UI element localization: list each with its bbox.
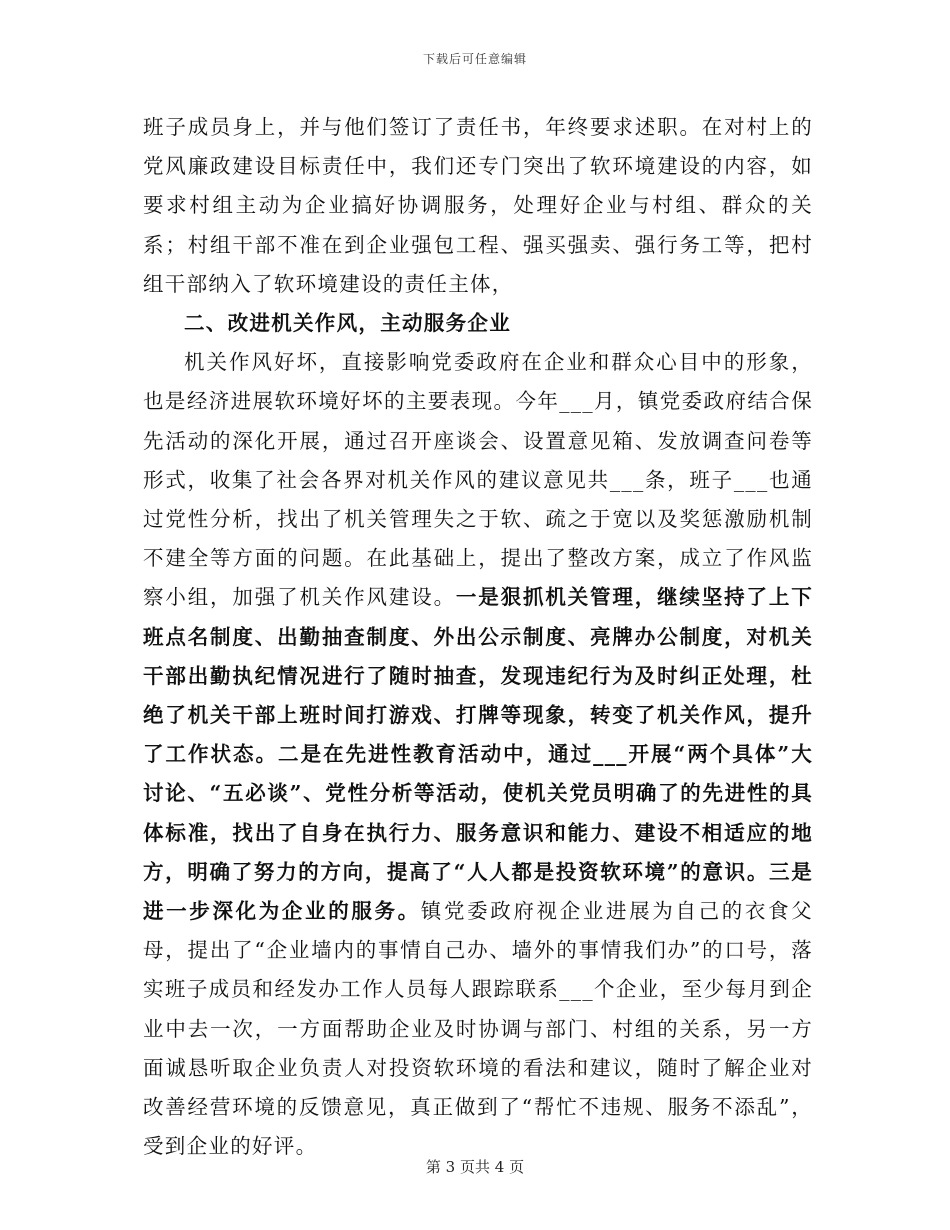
paragraph-2 [143,343,813,1166]
page-footer: 第 3 页共 4 页 [425,1158,525,1176]
paragraph-2-bold-text: 一是狠抓机关管理，继续坚持了上下班点名制度、出勤抽查制度、外出公示制度、亮牌办公制度，对机关干部出勤执纪情况进行了随时抽查，发现违纪行为及时纠正处理，杜绝了机关干部上班时间打游戏、打牌等现象，转变了机关作风，提升了工作状态。二是在先进性教育活动中，通过___开展“两个具体”大讨论、“五必谈”、党性分析等活动，使机关党员明确了的先进性的具体标准，找出了自身在执行力、服务意识和能力、建设不相适应的地方，明确了努力的方向，提高了“人人都是投资软环境”的意识。三是进一步深化为企业的服务。 [143,585,813,924]
paragraph-1: 班子成员身上，并与他们签订了责任书，年终要求述职。在对村上的党风廉政建设目标责任中，我们还专门突出了软环境建设的内容，如要求村组主动为企业搞好协调服务，处理好企业与村组、群众的关系；村组干部不准在到企业强包工程、强买强卖、强行务工等，把村组干部纳入了软环境建设的责任主体， [143,115,813,296]
document-body [143,108,813,1166]
section-heading: 二、改进机关作风，主动服务企业 [184,311,511,336]
paragraph-2-tail-text: 镇党委政府视企业进展为自己的衣食父母，提出了“企业墙内的事情自己办、墙外的事情我们办”的口号，落实班子成员和经发办工作人员每人跟踪联系___个企业，至少每月到企业中去一次，一方面帮助企业及时协调与部门、村组的关系，另一方面诚恳听取企业负责人对投资软环境的看法和建议，随时了解企业对改善经营环境的反馈意见，真正做到了“帮忙不违规、服务不添乱”，受到企业的好评。 [143,899,813,1159]
paragraph-2-text: 机关作风好坏，直接影响党委政府在企业和群众心目中的形象，也是经济进展软环境好坏的主要表现。今年___月，镇党委政府结合保先活动的深化开展，通过召开座谈会、设置意见箱、发放调查问卷等形式，收集了社会各界对机关作风的建议意见共___条，班子___也通过党性分析，找出了机关管理失之于软、疏之于宽以及奖惩激励机制不建全等方面的问题。在此基础上，提出了整改方案，成立了作风监察小组，加强了机关作风建设。 [143,350,813,610]
page-header: 下载后可任意编辑 [422,52,527,66]
